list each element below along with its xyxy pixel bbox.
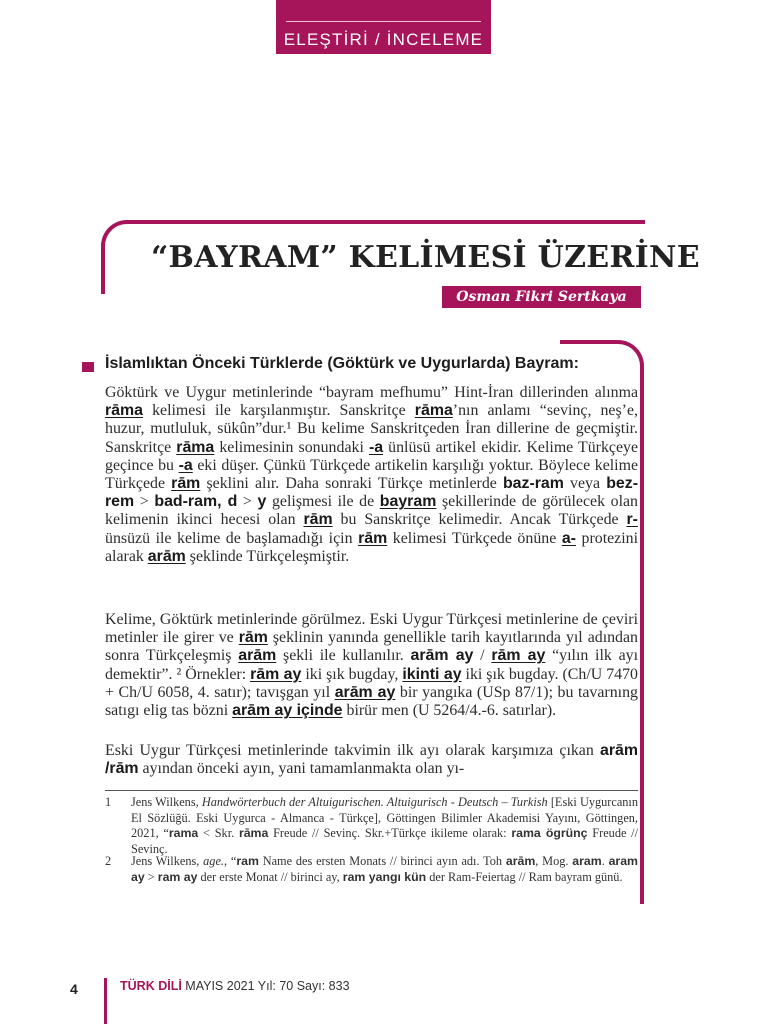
text-run: Name des ersten Monats // birinci ayın adı. Toh — [258, 854, 506, 868]
text-run: [Eski Uygurcanın El Sözlüğü. Eski Uygurca - Almanca - Türkçe], Göttingen Bilimler Akademisi Yayını, Göttingen, 2021, “ — [131, 795, 639, 841]
emphasized-term: rāma — [414, 402, 453, 420]
footer-rule — [104, 978, 107, 1024]
text-run: Freude // Sevinç. — [131, 826, 639, 856]
footer-line — [120, 979, 350, 993]
paragraph-3 — [105, 742, 638, 778]
article-title: “BAYRAM” KELİMESİ ÜZERİNE — [151, 240, 700, 275]
emphasized-term: arām — [505, 854, 536, 868]
emphasized-term: rām — [171, 475, 201, 493]
text-run: < Skr. — [198, 826, 239, 841]
text-run: der Ram-Feiertag // Ram bayram günü. — [426, 869, 623, 884]
emphasized-term: a- — [561, 529, 576, 547]
text-run: > — [144, 869, 158, 884]
text-run: kelimesi Türkçede önüne — [387, 529, 562, 547]
text-run: . — [601, 854, 609, 868]
emphasized-term: rama — [168, 826, 199, 841]
text-run: , Mog. — [535, 854, 573, 868]
section-tab-rule — [286, 21, 481, 22]
text-run: ’nın anlamı “sevinç, neş’e, huzur, mutluluk, sükûn”dur.¹ Bu kelime Sanskritçeden İran dillerine de geçmiştir. Sanskritçe — [105, 402, 638, 456]
emphasized-term: ram — [236, 854, 259, 868]
bullet-square-icon — [82, 362, 94, 372]
emphasized-term: rām ay — [250, 665, 302, 683]
text-run: birür men (U 5264/4.-6. satırlar). — [342, 702, 557, 720]
section-tab — [276, 0, 491, 54]
footnote-text — [131, 854, 638, 885]
emphasized-term: bez-rem — [105, 475, 638, 511]
paragraph-1 — [105, 384, 638, 566]
text-run: ünsüzü ile kelime de başlamadığı için — [105, 529, 359, 547]
emphasized-term: r- — [626, 511, 638, 529]
text-run: kelimesinin sonundaki — [214, 438, 369, 456]
text-run: , “ — [223, 854, 237, 868]
emphasized-term: bayram — [379, 493, 437, 511]
italic-text: age. — [203, 854, 224, 868]
footnote-1 — [105, 795, 638, 857]
text-run: Jens Wilkens, — [131, 854, 204, 868]
footnote-number: 1 — [105, 795, 112, 809]
emphasized-term: rām — [358, 529, 388, 547]
paragraph-2 — [105, 611, 638, 720]
emphasized-term: arām ay — [334, 683, 396, 701]
emphasized-term: ram yangı kün — [342, 869, 427, 884]
footnote-2 — [105, 854, 638, 885]
text-run: kelimesi ile karşılanmıştır. Sanskritçe — [143, 402, 415, 420]
emphasized-term: rāma — [105, 402, 143, 420]
text-run: > — [237, 493, 258, 511]
emphasized-term: y — [257, 493, 267, 511]
text-run: > — [134, 493, 155, 511]
text-run: şekillerinde de görülecek olan kelimenin ikinci hecesi olan — [105, 493, 638, 529]
text-run: şeklini alır. Daha sonraki Türkçe metinlerde — [200, 475, 503, 493]
text-run: / — [473, 647, 492, 665]
text-run: Jens Wilkens, — [131, 795, 202, 809]
text-run: iki şık bugday. (Ch/U 7470 + Ch/U 6058, 4. satır); tavışgan yıl — [105, 665, 639, 701]
magazine-name: TÜRK DİLİ — [120, 979, 182, 993]
emphasized-term: rām — [238, 629, 268, 647]
text-run: Kelime, Göktürk metinlerinde görülmez. Eski Uygur Türkçesi metinlerine de çeviri metinler ile girer ve — [105, 611, 638, 647]
text-run: şeklinin yanında genellikle tarih kayıtlarında yıl adından sonra Türkçeleşmiş — [105, 629, 638, 665]
emphasized-term: rama ögrünç — [511, 826, 588, 841]
text-run: “yılın ilk ayı demektir”. ² Örnekler: — [105, 647, 638, 683]
emphasized-term: rāma — [176, 438, 215, 456]
emphasized-term: baz-ram — [502, 475, 564, 493]
emphasized-term: rāma — [238, 826, 269, 841]
emphasized-term: rām — [303, 511, 333, 529]
emphasized-term: arām /rām — [105, 742, 638, 778]
footnote-divider — [105, 790, 638, 791]
text-run: bir yangıka (USp 87/1); bu tavarnıng satıgı elig tas bözni — [105, 683, 638, 720]
emphasized-term: arām ay içinde — [232, 702, 343, 720]
emphasized-term: rām ay — [491, 647, 546, 665]
text-run: bu Sanskritçe kelimedir. Ancak Türkçede — [332, 511, 627, 529]
emphasized-term: aram — [572, 854, 602, 868]
emphasized-term: aram ay — [131, 854, 638, 884]
text-run: iki şık bugday, — [301, 665, 403, 683]
emphasized-term: arām — [147, 547, 186, 565]
emphasized-term: arām ay — [410, 647, 474, 665]
issue-info: MAYIS 2021 Yıl: 70 Sayı: 833 — [185, 979, 350, 993]
emphasized-term: -a — [178, 456, 193, 474]
text-run: ünlüsü artikel ekidir. Kelime Türkçeye geçince bu — [105, 438, 638, 474]
author-name: Osman Fikri Sertkaya — [442, 286, 641, 308]
text-run: Freude // Sevinç. Skr.+Türkçe ikileme olarak: — [268, 826, 512, 841]
text-run: ayından önceki ayın, yani tamamlanmakta olan yı- — [138, 760, 465, 778]
italic-text: Handwörterbuch der Altuigurischen. Altuigurisch - Deutsch – Turkish — [201, 795, 548, 809]
emphasized-term: arām — [238, 647, 277, 665]
text-run: Göktürk ve Uygur metinlerinde “bayram mefhumu” Hint-İran dillerinden alınma — [105, 384, 638, 401]
text-run: protezini alarak — [105, 529, 638, 565]
section-label: ELEŞTİRİ / İNCELEME — [283, 30, 484, 49]
text-run: gelişmesi ile de — [266, 493, 380, 511]
footnote-text — [131, 795, 638, 857]
emphasized-term: bad-ram, d — [154, 493, 238, 511]
emphasized-term: -a — [368, 438, 384, 456]
footnote-number: 2 — [105, 854, 112, 868]
subheading: İslamlıktan Önceki Türklerde (Göktürk ve Uygurlarda) Bayram: — [105, 355, 579, 372]
text-run: Eski Uygur Türkçesi metinlerinde takvimin ilk ayı olarak karşımıza çıkan — [105, 742, 600, 759]
emphasized-term: ram ay — [157, 869, 198, 884]
emphasized-term: ikinti ay — [402, 665, 462, 683]
text-run: şeklinde Türkçeleşmiştir. — [185, 547, 350, 565]
text-run: eki düşer. Çünkü Türkçede artikelin karşılığı yoktur. Böylece kelime Türkçede — [105, 456, 638, 493]
page-number: 4 — [70, 981, 78, 997]
text-run: veya — [563, 475, 607, 493]
text-run: şekli ile kullanılır. — [276, 647, 411, 665]
text-run: der erste Monat // birinci ay, — [197, 869, 343, 884]
